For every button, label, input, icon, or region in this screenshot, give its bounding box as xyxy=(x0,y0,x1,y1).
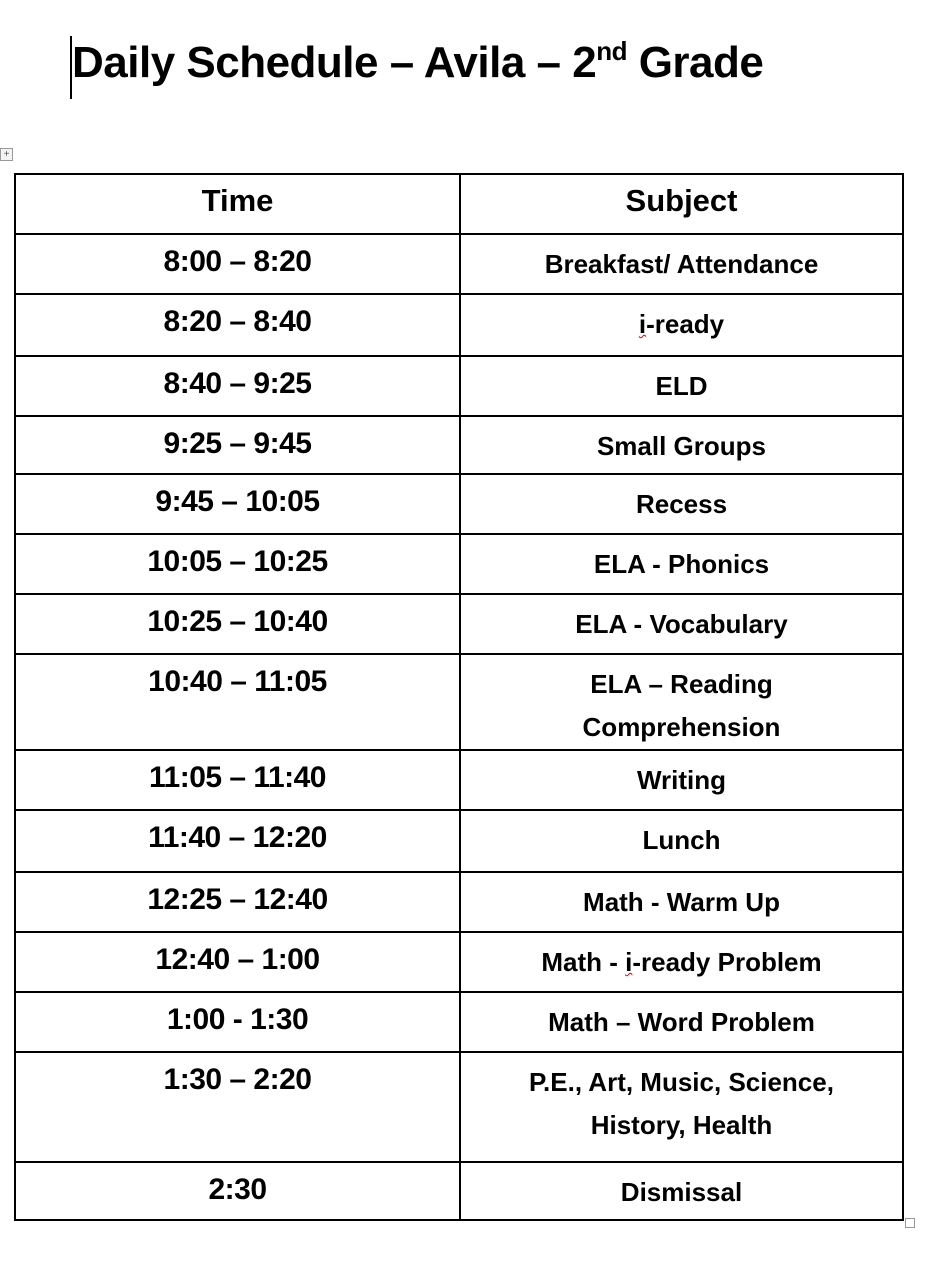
table-row xyxy=(15,416,903,474)
table-row xyxy=(15,932,903,992)
title-text: Daily Schedule – Avila – 2 xyxy=(72,38,597,87)
time-cell[interactable]: 12:25 – 12:40 xyxy=(15,872,460,932)
subject-cell[interactable] xyxy=(460,294,903,356)
subject-line: Comprehension xyxy=(582,712,781,742)
spellcheck-underline[interactable]: i xyxy=(625,947,633,977)
time-cell[interactable]: 9:45 – 10:05 xyxy=(15,474,460,534)
table-row xyxy=(15,1162,903,1220)
subject-cell[interactable] xyxy=(460,1052,903,1162)
table-row xyxy=(15,872,903,932)
time-cell[interactable]: 9:25 – 9:45 xyxy=(15,416,460,474)
subject-line: History, Health xyxy=(590,1110,773,1140)
table-row xyxy=(15,474,903,534)
title-superscript: nd xyxy=(596,36,627,66)
table-row xyxy=(15,356,903,416)
subject-cell[interactable] xyxy=(460,416,903,474)
time-cell[interactable]: 2:30 xyxy=(15,1162,460,1220)
subject-line: Lunch xyxy=(642,825,721,855)
time-cell[interactable]: 8:40 – 9:25 xyxy=(15,356,460,416)
time-cell[interactable]: 10:25 – 10:40 xyxy=(15,594,460,654)
table-row xyxy=(15,594,903,654)
table-move-handle-icon[interactable]: + xyxy=(0,148,13,161)
subject-cell[interactable] xyxy=(460,1162,903,1220)
table-header-row xyxy=(15,174,903,234)
page-title[interactable] xyxy=(72,38,763,88)
subject-line: Recess xyxy=(635,489,728,519)
subject-line: Breakfast/ Attendance xyxy=(544,249,819,279)
time-cell[interactable]: 11:05 – 11:40 xyxy=(15,750,460,810)
subject-line: Math - i-ready Problem xyxy=(541,947,822,977)
time-cell[interactable]: 1:30 – 2:20 xyxy=(15,1052,460,1162)
time-cell[interactable]: 1:00 - 1:30 xyxy=(15,992,460,1052)
subject-cell[interactable] xyxy=(460,654,903,750)
subject-line: Math - Warm Up xyxy=(583,887,780,917)
subject-cell[interactable] xyxy=(460,750,903,810)
subject-line: ELA - Vocabulary xyxy=(575,609,788,639)
time-cell[interactable]: 8:20 – 8:40 xyxy=(15,294,460,356)
subject-line: P.E., Art, Music, Science, xyxy=(529,1067,834,1097)
title-text-end: Grade xyxy=(626,38,764,87)
table-resize-handle[interactable] xyxy=(905,1218,915,1228)
table-row xyxy=(15,750,903,810)
time-cell[interactable]: 10:40 – 11:05 xyxy=(15,654,460,750)
time-cell[interactable]: 8:00 – 8:20 xyxy=(15,234,460,294)
table-row xyxy=(15,992,903,1052)
subject-line: i-ready xyxy=(638,309,725,339)
table-row xyxy=(15,294,903,356)
subject-cell[interactable] xyxy=(460,992,903,1052)
subject-line: ELD xyxy=(655,371,708,401)
subject-cell[interactable] xyxy=(460,234,903,294)
schedule-table xyxy=(14,173,904,1221)
time-cell[interactable]: 10:05 – 10:25 xyxy=(15,534,460,594)
table-row xyxy=(15,534,903,594)
subject-cell[interactable] xyxy=(460,810,903,872)
subject-cell[interactable] xyxy=(460,932,903,992)
table-row xyxy=(15,1052,903,1162)
header-subject: Subject xyxy=(460,174,903,234)
table-row xyxy=(15,234,903,294)
table-row xyxy=(15,654,903,750)
header-time: Time xyxy=(15,174,460,234)
subject-line: ELA - Phonics xyxy=(593,549,770,579)
subject-line: Math – Word Problem xyxy=(548,1007,815,1037)
subject-cell[interactable] xyxy=(460,594,903,654)
time-cell[interactable]: 11:40 – 12:20 xyxy=(15,810,460,872)
spellcheck-underline[interactable]: i xyxy=(638,309,647,339)
time-cell[interactable]: 12:40 – 1:00 xyxy=(15,932,460,992)
table-row xyxy=(15,810,903,872)
subject-cell[interactable] xyxy=(460,474,903,534)
subject-cell[interactable] xyxy=(460,356,903,416)
subject-line: Writing xyxy=(636,765,727,795)
subject-line: ELA – Reading xyxy=(590,669,773,699)
subject-cell[interactable] xyxy=(460,534,903,594)
subject-cell[interactable] xyxy=(460,872,903,932)
subject-line: Dismissal xyxy=(620,1177,743,1207)
subject-line: Small Groups xyxy=(596,431,767,461)
